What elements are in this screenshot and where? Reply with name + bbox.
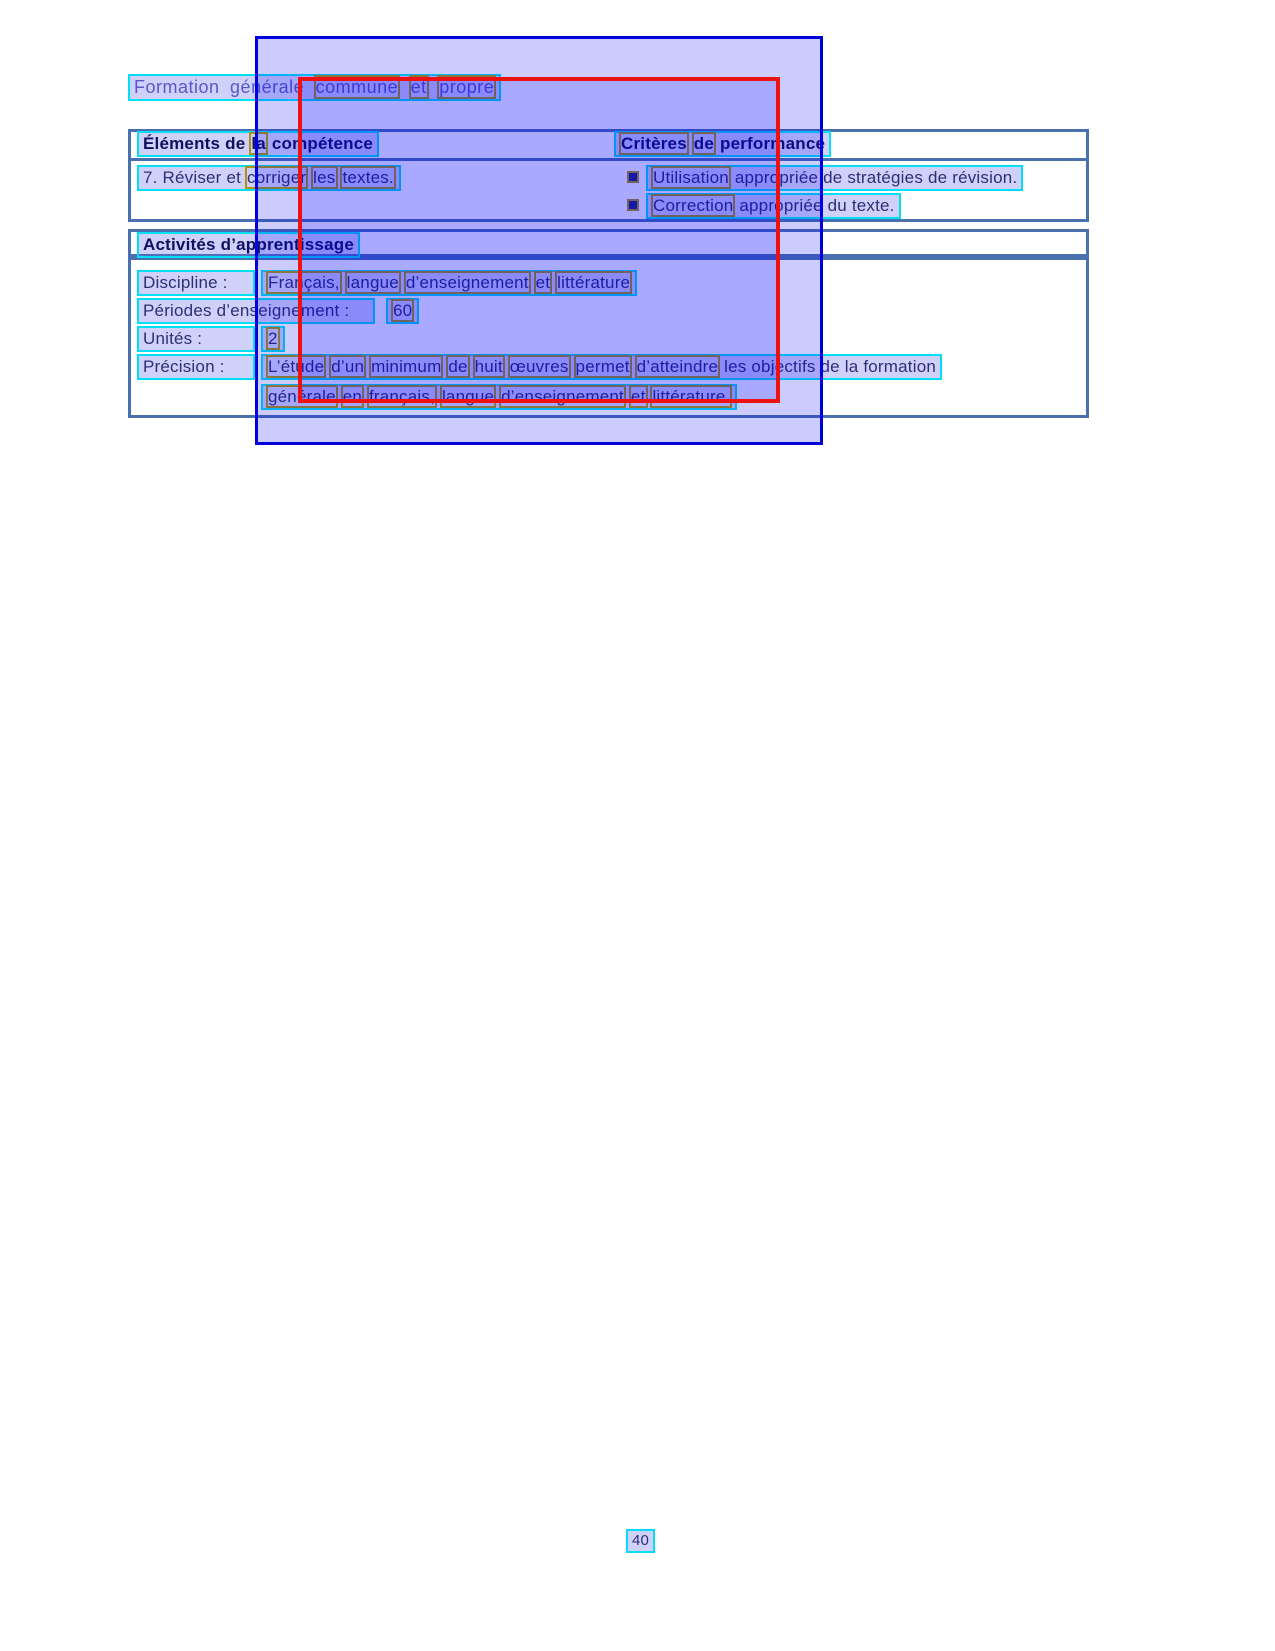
ocr-word-box: et xyxy=(410,77,427,97)
ocr-word: d’apprentissage xyxy=(220,235,354,254)
ocr-word-box: propre xyxy=(439,77,495,97)
ocr-word-box: d’enseignement xyxy=(501,387,624,406)
ocr-word: et xyxy=(226,168,242,187)
ocr-word-box: et xyxy=(535,273,551,292)
ocr-word-box: Correction xyxy=(653,196,734,215)
ocr-word: de xyxy=(820,357,840,376)
ocr-word: la xyxy=(844,357,859,376)
ocr-word-box: commune xyxy=(315,77,399,97)
ocr-word-box: d’enseignement xyxy=(405,273,529,292)
ocr-word: Périodes d’enseignement : xyxy=(143,301,350,320)
ocr-word-box: et xyxy=(630,387,646,406)
discipline-label xyxy=(137,270,255,296)
ocr-word: compétence xyxy=(271,134,374,153)
ocr-word-box: corriger xyxy=(247,168,307,187)
ocr-word-box: langue xyxy=(346,273,399,292)
ocr-word-box: littérature. xyxy=(652,387,731,406)
ocr-word-box: 60 xyxy=(393,301,413,320)
ocr-word: de xyxy=(225,134,246,153)
ocr-word-box: de xyxy=(448,357,468,376)
ocr-word: Précision : xyxy=(143,357,225,376)
ocr-word-box: d’atteindre xyxy=(636,357,719,376)
ocr-word: performance xyxy=(719,134,826,153)
ocr-word: Réviser xyxy=(162,168,222,187)
ocr-word-box: 2 xyxy=(268,329,278,348)
ocr-word: 7. xyxy=(143,168,158,187)
ocr-word-box: Utilisation xyxy=(653,168,729,187)
ocr-word-box: huit xyxy=(474,357,503,376)
ocr-word-box: les xyxy=(313,168,336,187)
ocr-word: formation xyxy=(863,357,937,376)
ocr-word-box: générale xyxy=(268,387,336,406)
ocr-word: de xyxy=(927,168,948,187)
ocr-word: stratégies xyxy=(847,168,924,187)
ocr-word-box: de xyxy=(693,134,715,153)
annotation-focus-rect xyxy=(298,77,780,403)
ocr-word: texte. xyxy=(851,196,895,215)
ocr-word-box: littérature xyxy=(557,273,631,292)
ocr-word-box: français, xyxy=(368,387,436,406)
ocr-word-box: œuvres xyxy=(509,357,569,376)
ocr-word: Formation xyxy=(134,77,220,97)
ocr-word-box: Français, xyxy=(268,273,340,292)
ocr-word-box: L’étude xyxy=(268,357,325,376)
ocr-word: 40 xyxy=(632,1532,650,1549)
ocr-word: générale xyxy=(230,77,305,97)
ocr-word: de xyxy=(823,168,843,187)
ocr-word: appropriée xyxy=(734,168,819,187)
unites-label xyxy=(137,326,255,352)
ocr-word: appropriée xyxy=(739,196,823,215)
ocr-word-box: d’un xyxy=(331,357,365,376)
ocr-word: Activités xyxy=(143,235,216,254)
ocr-word-box: permet xyxy=(575,357,630,376)
ocr-word: les xyxy=(724,357,747,376)
ocr-word-box: langue xyxy=(441,387,495,406)
ocr-word: révision. xyxy=(952,168,1018,187)
ocr-word: Éléments xyxy=(143,134,221,153)
ocr-word: objectifs xyxy=(751,357,816,376)
ocr-word-box: Critères xyxy=(621,134,687,153)
ocr-word: Discipline : xyxy=(143,273,228,292)
ocr-word-box: en xyxy=(342,387,363,406)
ocr-word: du xyxy=(827,196,847,215)
precision-label xyxy=(137,354,255,380)
ocr-word: Unités : xyxy=(143,329,203,348)
page-number xyxy=(626,1529,655,1553)
ocr-word-box: la xyxy=(251,134,266,153)
ocr-word-box: textes. xyxy=(342,168,394,187)
ocr-word-box: minimum xyxy=(371,357,442,376)
